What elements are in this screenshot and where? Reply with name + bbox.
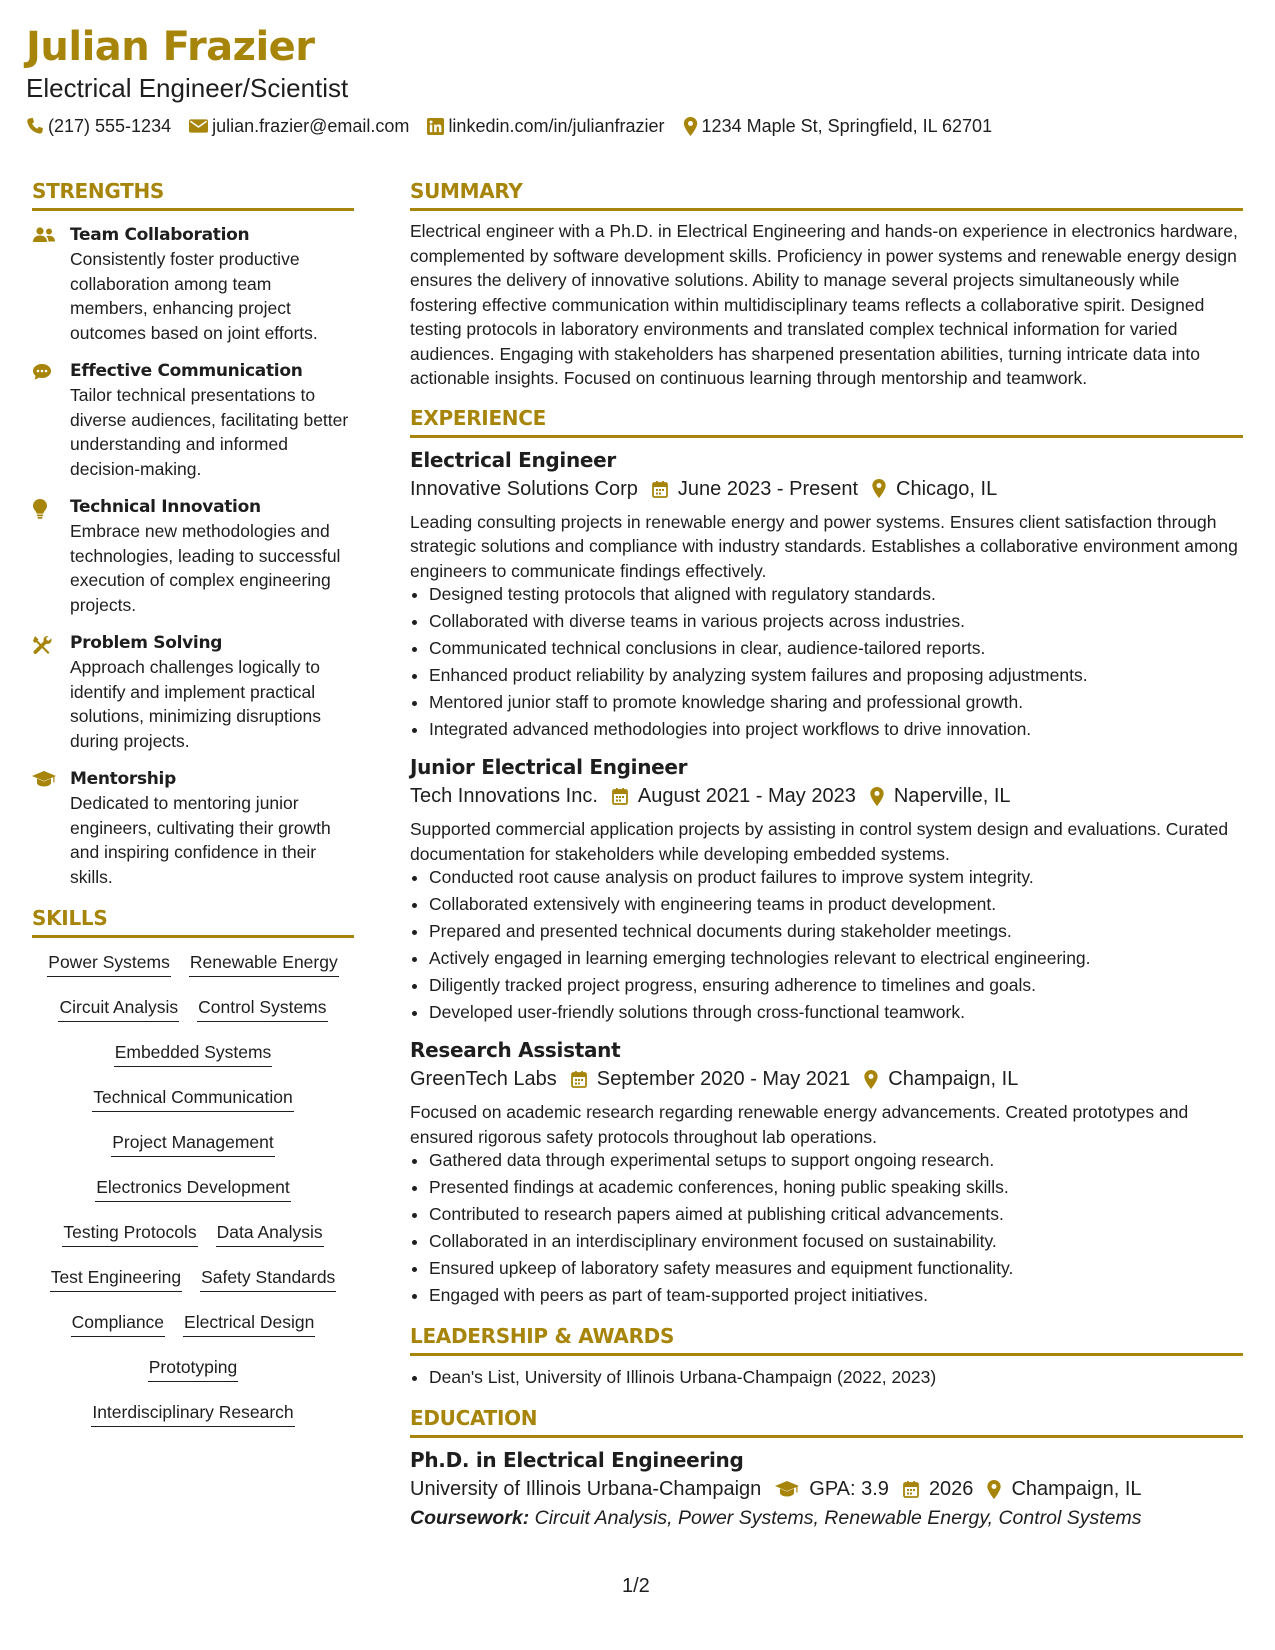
education-heading: EDUCATION	[410, 1405, 1243, 1438]
graduation-year: 2026	[928, 1478, 974, 1500]
map-pin-icon	[872, 479, 886, 498]
right-column	[410, 178, 1243, 1532]
job-location: Naperville, IL	[893, 785, 1011, 807]
job-entry	[410, 446, 1243, 744]
strength-title: Effective Communication	[70, 361, 303, 381]
strength-item	[32, 223, 354, 345]
strength-item	[32, 631, 354, 753]
job-title: Junior Electrical Engineer	[410, 755, 688, 779]
contact-linkedin-text: linkedin.com/in/julianfrazier	[448, 115, 665, 136]
skill-tag: Technical Communication	[92, 1085, 293, 1112]
job-company: GreenTech Labs	[410, 1068, 557, 1090]
job-entry	[410, 1036, 1243, 1309]
bullet-item: • Collaborated with diverse teams in various projects across industries.	[429, 608, 1243, 635]
education-entry	[410, 1446, 1243, 1532]
calendar-icon	[652, 480, 668, 498]
education-meta	[410, 1474, 1243, 1504]
bullet-item: • Engaged with peers as part of team-supported project initiatives.	[429, 1282, 1243, 1309]
job-entry	[410, 753, 1243, 1026]
job-dates: September 2020 - May 2021	[596, 1068, 851, 1090]
skills-heading: SKILLS	[32, 905, 354, 938]
degree-title: Ph.D. in Electrical Engineering	[410, 1448, 744, 1472]
job-meta	[410, 1064, 1243, 1094]
job-bullets	[410, 864, 1243, 1026]
contact-linkedin[interactable]	[427, 116, 664, 137]
job-meta	[410, 781, 1243, 811]
lightbulb-icon	[32, 499, 48, 519]
skill-tag: Compliance	[71, 1310, 165, 1337]
candidate-title: Electrical Engineer/Scientist	[26, 73, 349, 103]
strength-desc: Tailor technical presentations to diverse audiences, facilitating better understanding and informed decision-making.	[70, 385, 349, 479]
users-icon	[32, 227, 56, 243]
school-location: Champaign, IL	[1011, 1478, 1142, 1500]
bullet-item: • Diligently tracked project progress, ensuring adherence to timelines and goals.	[429, 972, 1243, 999]
bullet-item: • Mentored junior staff to promote knowledge sharing and professional growth.	[429, 689, 1243, 716]
left-column	[32, 178, 354, 1445]
bullet-item: • Enhanced product reliability by analyzing system failures and proposing adjustments.	[429, 662, 1243, 689]
skill-tag: Electronics Development	[95, 1175, 291, 1202]
award-item: • Dean's List, University of Illinois Urbana-Champaign (2022, 2023)	[429, 1364, 1243, 1391]
map-pin-icon	[864, 1070, 878, 1089]
strength-title: Problem Solving	[70, 633, 223, 653]
skill-tag: Project Management	[111, 1130, 274, 1157]
graduation-cap-icon	[32, 771, 56, 787]
page-number: 1/2	[622, 1575, 650, 1597]
strengths-heading: STRENGTHS	[32, 178, 354, 211]
calendar-icon	[612, 787, 628, 805]
bullet-item: • Integrated advanced methodologies into project workflows to drive innovation.	[429, 716, 1243, 743]
skill-tag: Renewable Energy	[189, 950, 339, 977]
job-description: Supported commercial application projects by assisting in control system design and evaluations. Curated documentation for stakeholders while developing embedded systems.	[410, 819, 1229, 864]
job-title: Electrical Engineer	[410, 447, 616, 472]
linkedin-icon	[427, 118, 444, 135]
phone-icon	[26, 117, 44, 135]
bullet-item: • Conducted root cause analysis on product failures to improve system integrity.	[429, 864, 1243, 891]
contact-phone[interactable]	[26, 116, 171, 137]
strength-desc: Consistently foster productive collaboration among team members, enhancing project outcomes based on joint efforts.	[70, 249, 318, 343]
strength-title: Mentorship	[70, 769, 176, 789]
school-name: University of Illinois Urbana-Champaign	[410, 1478, 762, 1500]
bullet-item: • Presented findings at academic conferences, honing public speaking skills.	[429, 1174, 1243, 1201]
skill-tag: Test Engineering	[50, 1265, 182, 1292]
bullet-item: • Actively engaged in learning emerging technologies relevant to electrical engineering.	[429, 945, 1243, 972]
job-location: Chicago, IL	[896, 477, 998, 500]
coursework-list: Circuit Analysis, Power Systems, Renewable Energy, Control Systems	[534, 1507, 1142, 1529]
tools-icon	[32, 635, 52, 655]
bullet-item: • Prepared and presented technical documents during stakeholder meetings.	[429, 918, 1243, 945]
map-pin-icon	[870, 787, 884, 806]
contact-address-text: 1234 Maple St, Springfield, IL 62701	[701, 115, 993, 136]
contact-address	[683, 116, 993, 137]
strength-desc: Embrace new methodologies and technologies, leading to successful execution of complex engineering projects.	[70, 521, 341, 615]
skill-tag: Embedded Systems	[114, 1040, 273, 1067]
envelope-icon	[189, 118, 208, 134]
job-dates: August 2021 - May 2023	[637, 785, 856, 807]
contact-email-text: julian.frazier@email.com	[212, 115, 410, 136]
skill-tag: Power Systems	[47, 950, 171, 977]
graduation-cap-icon	[775, 1481, 799, 1497]
bullet-item: • Ensured upkeep of laboratory safety measures and equipment functionality.	[429, 1255, 1243, 1282]
job-bullets	[410, 581, 1243, 743]
strength-desc: Approach challenges logically to identify and implement practical solutions, minimizing disruptions during projects.	[70, 657, 321, 751]
skills-list	[32, 950, 354, 1445]
strength-title: Technical Innovation	[70, 497, 261, 517]
job-description: Leading consulting projects in renewable energy and power systems. Ensures client satisfaction through strategic solutions and compliance with industry standards. Establishes a collaborative environment among engineers to communicate findings effectively.	[410, 511, 1238, 581]
skill-tag: Interdisciplinary Research	[91, 1400, 294, 1427]
skill-tag: Testing Protocols	[62, 1220, 197, 1247]
job-dates: June 2023 - Present	[677, 477, 859, 500]
skill-tag: Electrical Design	[183, 1310, 315, 1337]
bullet-item: • Developed user-friendly solutions through cross-functional teamwork.	[429, 999, 1243, 1026]
awards-list	[410, 1364, 1243, 1391]
job-company: Tech Innovations Inc.	[410, 785, 598, 807]
skill-tag: Circuit Analysis	[58, 995, 179, 1022]
job-title: Research Assistant	[410, 1038, 621, 1062]
calendar-icon	[903, 1480, 919, 1498]
gpa-value: GPA: 3.9	[809, 1478, 889, 1500]
coursework-label: Coursework:	[410, 1507, 530, 1529]
calendar-icon	[571, 1070, 587, 1088]
strengths-list	[32, 223, 354, 889]
bullet-item: • Collaborated in an interdisciplinary environment focused on sustainability.	[429, 1228, 1243, 1255]
bullet-item: • Designed testing protocols that aligned with regulatory standards.	[429, 581, 1243, 608]
job-description: Focused on academic research regarding renewable energy advancements. Created prototypes and ensured rigorous safety protocols throughout lab operations.	[410, 1102, 1189, 1147]
candidate-name: Julian Frazier	[26, 24, 315, 70]
strength-desc: Dedicated to mentoring junior engineers, cultivating their growth and inspiring confidence in their skills.	[70, 793, 331, 887]
job-company: Innovative Solutions Corp	[410, 477, 638, 500]
skill-tag: Prototyping	[148, 1355, 239, 1382]
bullet-item: • Communicated technical conclusions in clear, audience-tailored reports.	[429, 635, 1243, 662]
skill-tag: Data Analysis	[216, 1220, 324, 1247]
map-pin-icon	[987, 1480, 1001, 1499]
contact-bar	[26, 114, 1251, 138]
strength-item	[32, 359, 354, 481]
summary-heading: SUMMARY	[410, 178, 1243, 211]
speech-bubble-icon	[32, 363, 52, 381]
job-location: Champaign, IL	[888, 1068, 1019, 1090]
coursework	[410, 1504, 1243, 1532]
bullet-item: • Gathered data through experimental setups to support ongoing research.	[429, 1147, 1243, 1174]
contact-email[interactable]	[189, 116, 409, 137]
bullet-item: • Collaborated extensively with engineering teams in product development.	[429, 891, 1243, 918]
skill-tag: Safety Standards	[200, 1265, 336, 1292]
experience-heading: EXPERIENCE	[410, 405, 1243, 438]
contact-phone-text: (217) 555-1234	[48, 115, 172, 136]
skill-tag: Control Systems	[197, 995, 327, 1022]
resume-header	[26, 22, 1251, 138]
job-meta	[410, 474, 1243, 504]
bullet-item: • Contributed to research papers aimed at publishing critical advancements.	[429, 1201, 1243, 1228]
strength-item	[32, 495, 354, 617]
map-pin-icon	[683, 117, 698, 136]
awards-heading: LEADERSHIP & AWARDS	[410, 1323, 1243, 1356]
job-bullets	[410, 1147, 1243, 1309]
strength-title: Team Collaboration	[70, 225, 250, 245]
summary-text: Electrical engineer with a Ph.D. in Electrical Engineering and hands-on experience in electronics hardware, complemented by software development skills. Proficiency in power systems and renewable energy design ensures the delivery of innovative solutions. Ability to manage several projects simultaneously while fostering effective communication within multidisciplinary teams reflects a collaborative spirit. Designed testing protocols in laboratory environments and translated complex technical information for varied audiences. Engaging with stakeholders has sharpened presentation abilities, turning intricate data into actionable insights. Focused on continuous learning through mentorship and teamwork.	[410, 221, 1238, 388]
strength-item	[32, 767, 354, 889]
